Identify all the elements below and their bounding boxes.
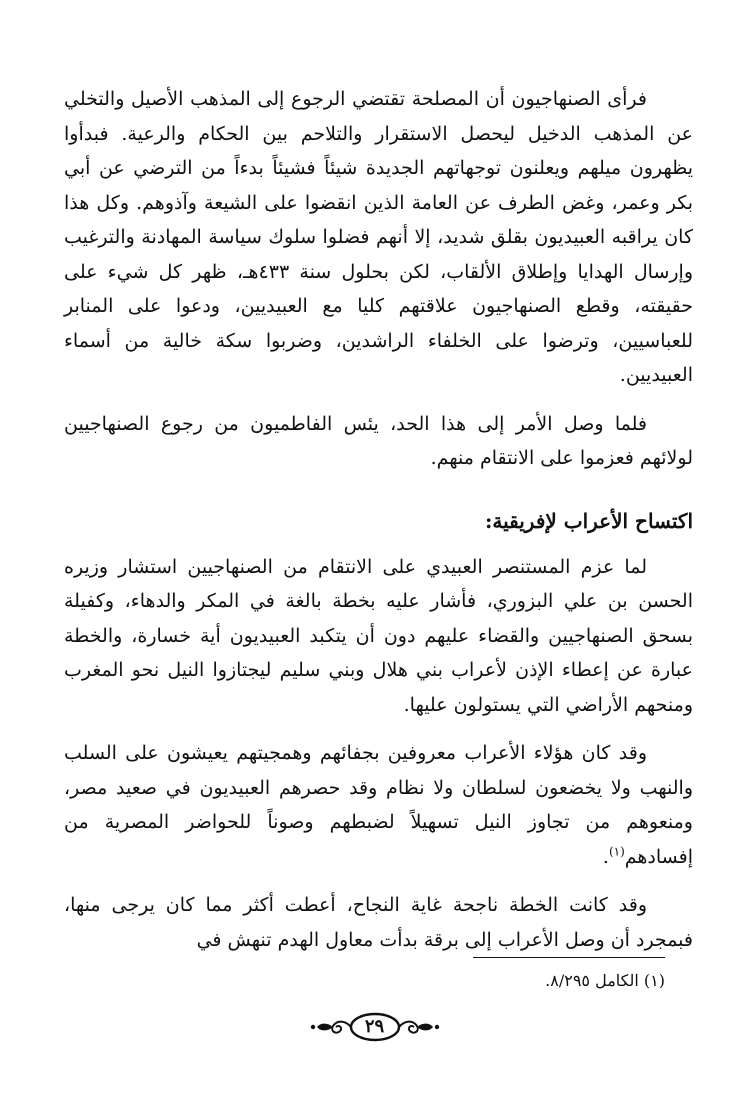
page-number-ornament: [0, 1010, 749, 1044]
paragraph: وقد كانت الخطة ناجحة غاية النجاح، أعطت أكثر مما كان يرجى منها، فبمجرد أن وصل الأعراب إلى برقة بدأت معاول الهدم تنهش في: [64, 894, 693, 951]
paragraph: فلما وصل الأمر إلى هذا الحد، يئس الفاطميون من رجوع الصنهاجيين لولائهم فعزموا على الانتقام منهم.: [64, 412, 693, 469]
footnote-number: (١): [643, 971, 665, 990]
footnote: [545, 970, 665, 992]
footnote-text: الكامل ٨/٢٩٥.: [545, 971, 639, 990]
footnote-reference[interactable]: (١): [608, 844, 625, 859]
paragraph: لما عزم المستنصر العبيدي على الانتقام من الصنهاجيين استشار وزيره الحسن بن علي البزوري، فأشار عليه بخطة بالغة في المكر والدهاء، وكفيلة بسحق الصنهاجيين والقضاء عليهم دون أن يتكبد العبيديون أية خسارة، والخطة عبارة عن إعطاء الإذن لأعراب بني هلال وبني سليم ليجتازوا النيل نحو المغرب ومنحهم الأراضي التي يستولون عليها.: [64, 555, 693, 716]
footnote-divider: [473, 957, 665, 958]
paragraph: [64, 736, 693, 874]
page-number: ٢٩: [364, 1016, 385, 1037]
page-body: [64, 82, 693, 957]
paragraph-end: .: [602, 845, 609, 868]
section-heading: اكتساح الأعراب لإفريقية:: [484, 508, 693, 533]
paragraph: فرأى الصنهاجيون أن المصلحة تقتضي الرجوع إلى المذهب الأصيل والتخلي عن المذهب الدخيل ليحصل الاستقرار والتلاحم بين الحكام والرعية. فبدأوا يظهرون ميلهم ويعلنون توجهاتهم الجديدة شيئاً فشيئاً بدءاً من الترضي عن أبي بكر وعمر، وغض الطرف عن العامة الذين انقضوا على الشيعة وآذوهم. وكل هذا كان يراقبه العبيديون بقلق شديد، إلا أنهم فضلوا سلوك سياسة المهادنة والترغيب وإرسال الهدايا وإطلاق الألقاب، لكن بحلول سنة ٤٣٣هـ، ظهر كل شيء على حقيقته، وقطع الصنهاجيون علاقتهم كليا مع العبيديين، ودعوا على المنابر للعباسيين، وترضوا على الخلفاء الراشدين، وضربوا سكة خالية من أسماء العبيديين.: [64, 88, 694, 386]
paragraph-text: وقد كان هؤلاء الأعراب معروفين بجفائهم وهمجيتهم يعيشون على السلب والنهب ولا يخضعون لسلطان ولا نظام وقد حصرهم العبيديون في صعيد مصر، ومنعوهم من تجاوز النيل تسهيلاً لضبطهم وصوناً للحواضر المصرية من إفسادهم: [64, 742, 693, 868]
